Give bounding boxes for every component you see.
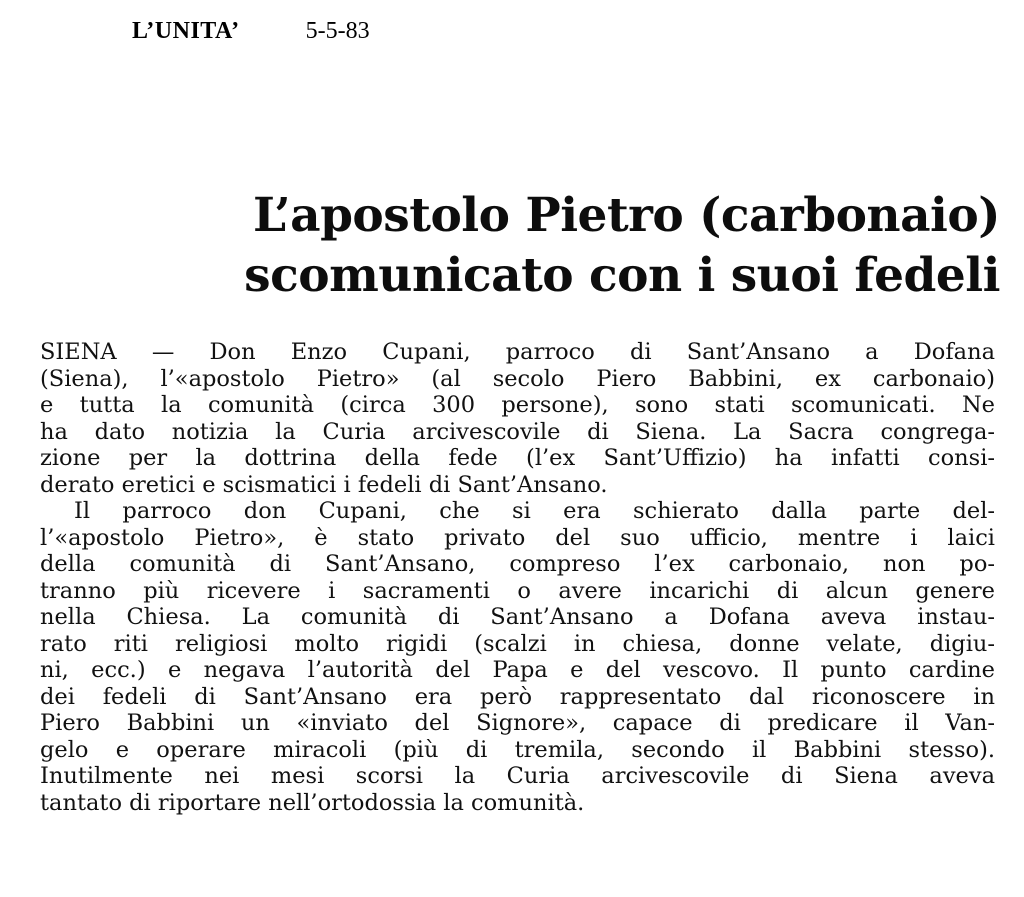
text-line: rato riti religiosi molto rigidi (scalzi in chiesa, donne velate, digiu- [40, 630, 995, 657]
text-line: ha dato notizia la Curia arcivescovile di Siena. La Sacra congrega- [40, 418, 995, 445]
text-line: e tutta la comunità (circa 300 persone), sono stati scomunicati. Ne [40, 392, 995, 418]
newspaper-name: L’UNITA’ [132, 18, 240, 44]
headline [40, 186, 1000, 306]
text-line: tantato di riportare nell’ortodossia la comunità. [40, 789, 585, 816]
article-body [40, 339, 995, 816]
publication-date: 5-5-83 [305, 18, 370, 44]
text-line: Inutilmente nei mesi scorsi la Curia arcivescovile di Siena aveva [40, 763, 995, 789]
text-line: tranno più ricevere i sacramenti o avere incarichi di alcun genere [40, 577, 995, 604]
headline-line-2: scomunicato con i suoi fedeli [244, 248, 1000, 303]
text-line: (Siena), l’«apostolo Pietro» (al secolo Piero Babbini, ex carbonaio) [40, 365, 995, 392]
headline-line-1: L’apostolo Pietro (carbonaio) [252, 188, 1000, 243]
text-line: derato eretici e scismatici i fedeli di Sant’Ansano. [40, 471, 608, 498]
text-line: l’«apostolo Pietro», è stato privato del suo ufficio, mentre i laici [40, 524, 995, 551]
text-line: Piero Babbini un «inviato del Signore», capace di predicare il Van- [40, 710, 995, 736]
text-line: zione per la dottrina della fede (l’ex Sant’Uffizio) ha infatti consi- [40, 445, 995, 471]
paragraph-2 [40, 498, 995, 816]
text-line: nella Chiesa. La comunità di Sant’Ansano a Dofana aveva instau- [40, 604, 995, 630]
text-line: della comunità di Sant’Ansano, compreso l’ex carbonaio, non po- [40, 551, 995, 577]
text-line: Il parroco don Cupani, che si era schierato dalla parte del- [74, 498, 995, 524]
text-line: gelo e operare miracoli (più di tremila, secondo il Babbini stesso). [40, 736, 995, 763]
masthead [132, 18, 370, 45]
text-line: dei fedeli di Sant’Ansano era però rappresentato dal riconoscere in [40, 683, 995, 710]
text-line: ni, ecc.) e negava l’autorità del Papa e del vescovo. Il punto cardine [40, 657, 995, 683]
paragraph-1 [40, 339, 995, 498]
text-line: SIENA — Don Enzo Cupani, parroco di Sant’Ansano a Dofana [40, 339, 995, 365]
